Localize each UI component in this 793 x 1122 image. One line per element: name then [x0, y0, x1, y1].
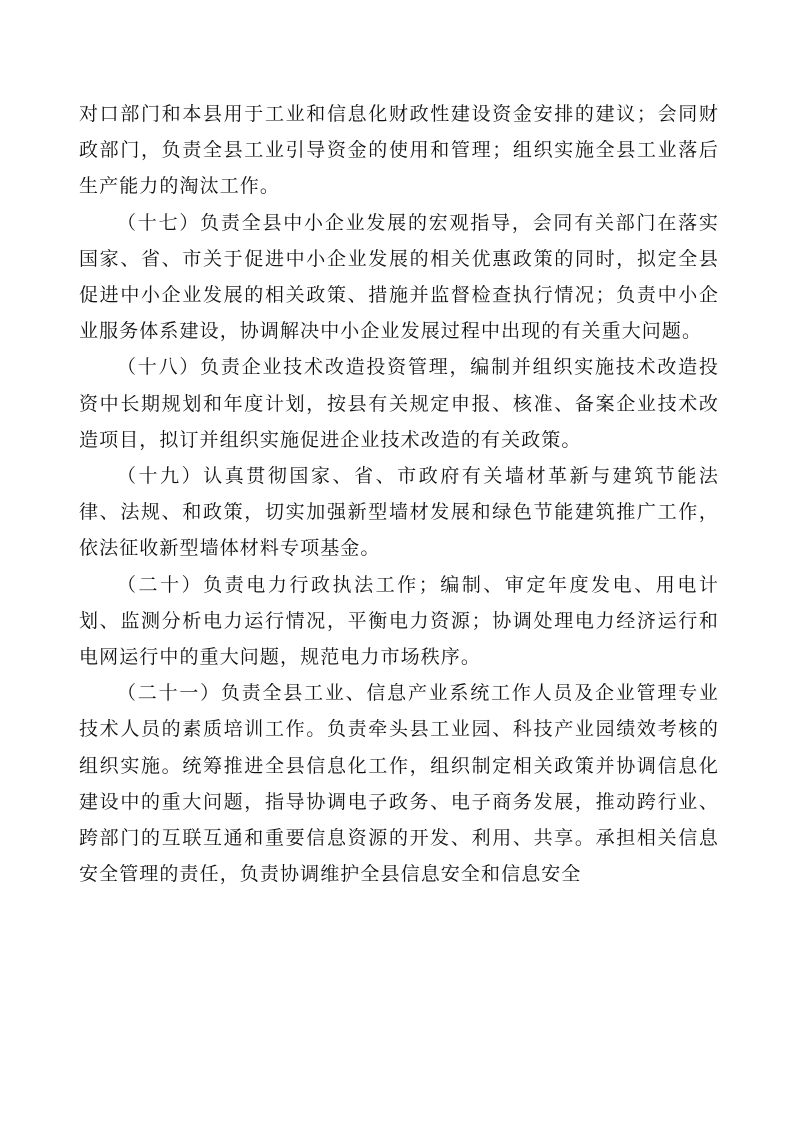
paragraph-item-17: （十七）负责全县中小企业发展的宏观指导，会同有关部门在落实国家、省、市关于促进中小企业发展的相关优惠政策的同时，拟定全县促进中小企业发展的相关政策、措施并监督检查执行情况；负责中小企业服务体系建设，协调解决中小企业发展过程中出现的有关重大问题。	[79, 211, 719, 343]
document-page	[79, 96, 719, 892]
paragraph-item-20: （二十）负责电力行政执法工作；编制、审定年度发电、用电计划、监测分析电力运行情况，平衡电力资源；协调处理电力经济运行和电网运行中的重大问题，规范电力市场秩序。	[79, 573, 719, 669]
paragraph-item-18: （十八）负责企业技术改造投资管理，编制并组织实施技术改造投资中长期规划和年度计划，按县有关规定申报、核准、备案企业技术改造项目，拟订并组织实施促进企业技术改造的有关政策。	[79, 356, 719, 451]
paragraph-item-19: （十九）认真贯彻国家、省、市政府有关墙材革新与建筑节能法律、法规、和政策，切实加强新型墙材发展和绿色节能建筑推广工作，依法征收新型墙体材料专项基金。	[79, 465, 719, 560]
paragraph-continuation: 对口部门和本县用于工业和信息化财政性建设资金安排的建议；会同财政部门，负责全县工业引导资金的使用和管理；组织实施全县工业落后生产能力的淘汰工作。	[79, 103, 719, 198]
paragraph-item-21: （二十一）负责全县工业、信息产业系统工作人员及企业管理专业技术人员的素质培训工作。负责牵头县工业园、科技产业园绩效考核的组织实施。统筹推进全县信息化工作，组织制定相关政策并协调信息化建设中的重大问题，指导协调电子政务、电子商务发展，推动跨行业、跨部门的互联互通和重要信息资源的开发、利用、共享。承担相关信息安全管理的责任，负责协调维护全县信息安全和信息安全	[79, 682, 719, 886]
